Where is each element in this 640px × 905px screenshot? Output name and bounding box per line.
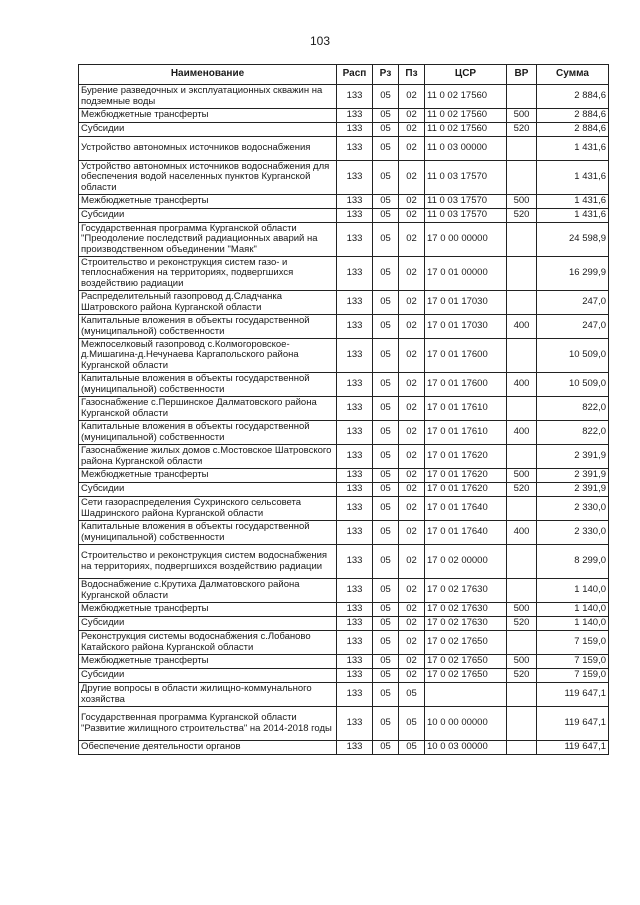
cell-name: Устройство автономных источников водоснабжения для обеспечения водой населенных пунктов Курганской области xyxy=(79,161,337,195)
cell-vr: 500 xyxy=(507,655,537,669)
cell-vr: 520 xyxy=(507,617,537,631)
table-row xyxy=(79,195,609,209)
cell-pz: 02 xyxy=(399,445,425,469)
cell-rasp: 133 xyxy=(337,123,373,137)
cell-name: Субсидии xyxy=(79,669,337,683)
cell-rasp: 133 xyxy=(337,373,373,397)
cell-csr: 11 0 03 17570 xyxy=(425,195,507,209)
cell-sum: 247,0 xyxy=(537,315,609,339)
cell-rz: 05 xyxy=(373,655,399,669)
cell-rz: 05 xyxy=(373,617,399,631)
cell-rasp: 133 xyxy=(337,195,373,209)
cell-rz: 05 xyxy=(373,339,399,373)
cell-rz: 05 xyxy=(373,85,399,109)
cell-rz: 05 xyxy=(373,545,399,579)
cell-sum: 2 391,9 xyxy=(537,445,609,469)
cell-pz: 02 xyxy=(399,85,425,109)
table-row xyxy=(79,603,609,617)
cell-rz: 05 xyxy=(373,445,399,469)
cell-rasp: 133 xyxy=(337,579,373,603)
cell-sum: 1 140,0 xyxy=(537,579,609,603)
cell-name: Межбюджетные трансферты xyxy=(79,469,337,483)
cell-name: Капитальные вложения в объекты государственной (муниципальной) собственности xyxy=(79,315,337,339)
cell-rz: 05 xyxy=(373,195,399,209)
cell-csr: 17 0 01 17030 xyxy=(425,291,507,315)
cell-rasp: 133 xyxy=(337,683,373,707)
cell-rasp: 133 xyxy=(337,291,373,315)
cell-csr: 17 0 01 17610 xyxy=(425,421,507,445)
cell-vr xyxy=(507,545,537,579)
cell-csr: 10 0 03 00000 xyxy=(425,741,507,755)
cell-vr xyxy=(507,707,537,741)
cell-sum: 119 647,1 xyxy=(537,741,609,755)
cell-rasp: 133 xyxy=(337,223,373,257)
cell-rasp: 133 xyxy=(337,421,373,445)
cell-pz: 02 xyxy=(399,339,425,373)
cell-sum: 24 598,9 xyxy=(537,223,609,257)
cell-rasp: 133 xyxy=(337,109,373,123)
cell-csr: 17 0 01 17600 xyxy=(425,373,507,397)
table-row xyxy=(79,521,609,545)
cell-sum: 2 884,6 xyxy=(537,85,609,109)
cell-vr xyxy=(507,741,537,755)
table-row xyxy=(79,579,609,603)
cell-pz: 02 xyxy=(399,631,425,655)
cell-rasp: 133 xyxy=(337,137,373,161)
cell-sum: 1 431,6 xyxy=(537,161,609,195)
cell-name: Субсидии xyxy=(79,123,337,137)
table-row xyxy=(79,741,609,755)
cell-pz: 02 xyxy=(399,669,425,683)
cell-rz: 05 xyxy=(373,257,399,291)
cell-pz: 02 xyxy=(399,469,425,483)
cell-name: Водоснабжение с.Крутиха Далматовского района Курганской области xyxy=(79,579,337,603)
cell-csr: 17 0 01 17640 xyxy=(425,521,507,545)
cell-rasp: 133 xyxy=(337,161,373,195)
table-row xyxy=(79,109,609,123)
cell-name: Другие вопросы в области жилищно-коммунального хозяйства xyxy=(79,683,337,707)
cell-pz: 02 xyxy=(399,123,425,137)
cell-sum: 7 159,0 xyxy=(537,631,609,655)
cell-vr xyxy=(507,497,537,521)
cell-sum: 119 647,1 xyxy=(537,707,609,741)
cell-rz: 05 xyxy=(373,469,399,483)
cell-sum: 7 159,0 xyxy=(537,669,609,683)
cell-name: Субсидии xyxy=(79,483,337,497)
cell-csr: 17 0 01 00000 xyxy=(425,257,507,291)
table-row xyxy=(79,257,609,291)
cell-pz: 02 xyxy=(399,521,425,545)
table-row xyxy=(79,209,609,223)
cell-name: Строительство и реконструкция систем водоснабжения на территориях, подвергшихся воздействию радиации xyxy=(79,545,337,579)
cell-rz: 05 xyxy=(373,137,399,161)
cell-name: Межбюджетные трансферты xyxy=(79,655,337,669)
header-csr: ЦСР xyxy=(425,65,507,85)
cell-vr xyxy=(507,579,537,603)
cell-vr: 520 xyxy=(507,123,537,137)
cell-csr: 17 0 01 17600 xyxy=(425,339,507,373)
cell-sum: 822,0 xyxy=(537,397,609,421)
cell-rz: 05 xyxy=(373,223,399,257)
header-name: Наименование xyxy=(79,65,337,85)
table-row xyxy=(79,669,609,683)
cell-pz: 02 xyxy=(399,603,425,617)
cell-csr: 17 0 02 17630 xyxy=(425,579,507,603)
table-header-row xyxy=(79,65,609,85)
table-row xyxy=(79,161,609,195)
cell-name: Реконструкция системы водоснабжения с.Лобаново Катайского района Курганской области xyxy=(79,631,337,655)
cell-rasp: 133 xyxy=(337,617,373,631)
cell-rz: 05 xyxy=(373,123,399,137)
cell-name: Межбюджетные трансферты xyxy=(79,603,337,617)
cell-name: Межпоселковый газопровод с.Колмогоровское-д.Мишагина-д.Нечунаева Каргапольского района Курганской области xyxy=(79,339,337,373)
cell-vr xyxy=(507,291,537,315)
cell-name: Строительство и реконструкция систем газо- и теплоснабжения на территориях, подвергшихся воздействию радиации xyxy=(79,257,337,291)
table-row xyxy=(79,137,609,161)
table-row xyxy=(79,483,609,497)
table-row xyxy=(79,291,609,315)
cell-sum: 10 509,0 xyxy=(537,373,609,397)
cell-rasp: 133 xyxy=(337,631,373,655)
cell-vr: 500 xyxy=(507,195,537,209)
cell-rz: 05 xyxy=(373,683,399,707)
table-row xyxy=(79,373,609,397)
cell-vr xyxy=(507,85,537,109)
table-row xyxy=(79,655,609,669)
cell-rasp: 133 xyxy=(337,741,373,755)
cell-pz: 02 xyxy=(399,373,425,397)
cell-pz: 02 xyxy=(399,579,425,603)
table-row xyxy=(79,445,609,469)
cell-csr: 17 0 01 17620 xyxy=(425,469,507,483)
table-row xyxy=(79,497,609,521)
cell-vr xyxy=(507,257,537,291)
cell-rz: 05 xyxy=(373,579,399,603)
cell-name: Устройство автономных источников водоснабжения xyxy=(79,137,337,161)
cell-csr: 11 0 02 17560 xyxy=(425,109,507,123)
cell-rz: 05 xyxy=(373,421,399,445)
cell-rz: 05 xyxy=(373,603,399,617)
table-row xyxy=(79,315,609,339)
cell-rz: 05 xyxy=(373,315,399,339)
cell-vr: 520 xyxy=(507,669,537,683)
table-row xyxy=(79,85,609,109)
cell-vr: 400 xyxy=(507,421,537,445)
cell-name: Капитальные вложения в объекты государственной (муниципальной) собственности xyxy=(79,421,337,445)
cell-rz: 05 xyxy=(373,109,399,123)
cell-csr: 17 0 02 17650 xyxy=(425,669,507,683)
cell-sum: 247,0 xyxy=(537,291,609,315)
cell-csr: 17 0 01 17620 xyxy=(425,445,507,469)
cell-rasp: 133 xyxy=(337,257,373,291)
cell-pz: 05 xyxy=(399,741,425,755)
cell-csr: 17 0 02 17650 xyxy=(425,655,507,669)
cell-pz: 02 xyxy=(399,483,425,497)
budget-table xyxy=(78,64,609,755)
header-vr: ВР xyxy=(507,65,537,85)
cell-sum: 10 509,0 xyxy=(537,339,609,373)
cell-name: Бурение разведочных и эксплуатационных скважин на подземные воды xyxy=(79,85,337,109)
cell-pz: 02 xyxy=(399,617,425,631)
cell-csr: 11 0 03 17570 xyxy=(425,161,507,195)
cell-pz: 02 xyxy=(399,257,425,291)
cell-sum: 16 299,9 xyxy=(537,257,609,291)
cell-name: Межбюджетные трансферты xyxy=(79,195,337,209)
cell-sum: 119 647,1 xyxy=(537,683,609,707)
cell-rasp: 133 xyxy=(337,469,373,483)
cell-pz: 02 xyxy=(399,291,425,315)
cell-vr: 400 xyxy=(507,315,537,339)
table-row xyxy=(79,421,609,445)
cell-sum: 2 330,0 xyxy=(537,497,609,521)
cell-name: Распределительный газопровод д.Сладчанка Шатровского района Курганской области xyxy=(79,291,337,315)
header-sum: Сумма xyxy=(537,65,609,85)
cell-pz: 02 xyxy=(399,195,425,209)
table-row xyxy=(79,123,609,137)
cell-rasp: 133 xyxy=(337,655,373,669)
cell-sum: 1 140,0 xyxy=(537,603,609,617)
cell-sum: 2 884,6 xyxy=(537,109,609,123)
cell-rasp: 133 xyxy=(337,85,373,109)
cell-pz: 02 xyxy=(399,545,425,579)
page-number: 103 xyxy=(309,34,331,48)
cell-name: Государственная программа Курганской области "Преодоление последствий радиационных аварий на производственном объединении "Маяк" xyxy=(79,223,337,257)
cell-sum: 8 299,0 xyxy=(537,545,609,579)
cell-sum: 7 159,0 xyxy=(537,655,609,669)
cell-name: Субсидии xyxy=(79,209,337,223)
cell-rasp: 133 xyxy=(337,497,373,521)
cell-rasp: 133 xyxy=(337,445,373,469)
table-row xyxy=(79,545,609,579)
table-row xyxy=(79,223,609,257)
cell-csr: 17 0 01 17620 xyxy=(425,483,507,497)
cell-pz: 02 xyxy=(399,397,425,421)
header-pz: Пз xyxy=(399,65,425,85)
cell-rasp: 133 xyxy=(337,521,373,545)
cell-vr: 400 xyxy=(507,521,537,545)
cell-pz: 05 xyxy=(399,683,425,707)
cell-csr: 10 0 00 00000 xyxy=(425,707,507,741)
cell-name: Капитальные вложения в объекты государственной (муниципальной) собственности xyxy=(79,521,337,545)
cell-sum: 2 391,9 xyxy=(537,483,609,497)
cell-name: Сети газораспределения Сухринского сельсовета Шадринского района Курганской области xyxy=(79,497,337,521)
cell-csr: 17 0 00 00000 xyxy=(425,223,507,257)
cell-name: Газоснабжение с.Першинское Далматовского района Курганской области xyxy=(79,397,337,421)
cell-pz: 02 xyxy=(399,497,425,521)
cell-rasp: 133 xyxy=(337,545,373,579)
cell-csr: 17 0 01 17640 xyxy=(425,497,507,521)
cell-rz: 05 xyxy=(373,521,399,545)
header-rasp: Расп xyxy=(337,65,373,85)
cell-rz: 05 xyxy=(373,741,399,755)
cell-rz: 05 xyxy=(373,397,399,421)
cell-csr: 11 0 03 00000 xyxy=(425,137,507,161)
cell-vr xyxy=(507,445,537,469)
cell-pz: 05 xyxy=(399,707,425,741)
cell-rz: 05 xyxy=(373,291,399,315)
cell-vr: 500 xyxy=(507,469,537,483)
cell-name: Газоснабжение жилых домов с.Мостовское Шатровского района Курганской области xyxy=(79,445,337,469)
table-row xyxy=(79,707,609,741)
cell-csr: 17 0 01 17610 xyxy=(425,397,507,421)
cell-csr: 11 0 02 17560 xyxy=(425,85,507,109)
cell-sum: 822,0 xyxy=(537,421,609,445)
cell-vr xyxy=(507,223,537,257)
cell-csr: 17 0 02 00000 xyxy=(425,545,507,579)
cell-vr xyxy=(507,339,537,373)
cell-vr xyxy=(507,683,537,707)
cell-vr: 400 xyxy=(507,373,537,397)
cell-vr xyxy=(507,137,537,161)
cell-rasp: 133 xyxy=(337,397,373,421)
cell-rz: 05 xyxy=(373,483,399,497)
cell-csr: 17 0 02 17630 xyxy=(425,617,507,631)
cell-rasp: 133 xyxy=(337,603,373,617)
cell-rasp: 133 xyxy=(337,707,373,741)
cell-pz: 02 xyxy=(399,315,425,339)
cell-pz: 02 xyxy=(399,209,425,223)
cell-rz: 05 xyxy=(373,707,399,741)
cell-name: Обеспечение деятельности органов xyxy=(79,741,337,755)
cell-rz: 05 xyxy=(373,631,399,655)
table-row xyxy=(79,397,609,421)
cell-sum: 1 431,6 xyxy=(537,195,609,209)
cell-csr: 17 0 02 17650 xyxy=(425,631,507,655)
cell-rasp: 133 xyxy=(337,209,373,223)
cell-name: Капитальные вложения в объекты государственной (муниципальной) собственности xyxy=(79,373,337,397)
cell-csr: 11 0 02 17560 xyxy=(425,123,507,137)
table-row xyxy=(79,683,609,707)
cell-sum: 1 140,0 xyxy=(537,617,609,631)
cell-rasp: 133 xyxy=(337,483,373,497)
cell-pz: 02 xyxy=(399,223,425,257)
cell-csr: 17 0 02 17630 xyxy=(425,603,507,617)
header-rz: Рз xyxy=(373,65,399,85)
cell-name: Государственная программа Курганской области "Развитие жилищного строительства" на 2014-2018 годы xyxy=(79,707,337,741)
cell-csr: 17 0 01 17030 xyxy=(425,315,507,339)
cell-vr xyxy=(507,631,537,655)
cell-rasp: 133 xyxy=(337,315,373,339)
cell-rasp: 133 xyxy=(337,339,373,373)
cell-name: Межбюджетные трансферты xyxy=(79,109,337,123)
cell-rz: 05 xyxy=(373,497,399,521)
cell-csr: 11 0 03 17570 xyxy=(425,209,507,223)
cell-vr: 500 xyxy=(507,109,537,123)
cell-pz: 02 xyxy=(399,655,425,669)
cell-csr xyxy=(425,683,507,707)
table-row xyxy=(79,339,609,373)
cell-sum: 2 330,0 xyxy=(537,521,609,545)
cell-pz: 02 xyxy=(399,161,425,195)
cell-rz: 05 xyxy=(373,209,399,223)
cell-sum: 2 391,9 xyxy=(537,469,609,483)
cell-sum: 1 431,6 xyxy=(537,137,609,161)
cell-name: Субсидии xyxy=(79,617,337,631)
cell-pz: 02 xyxy=(399,137,425,161)
cell-vr: 520 xyxy=(507,209,537,223)
cell-vr: 520 xyxy=(507,483,537,497)
cell-vr xyxy=(507,161,537,195)
table-row xyxy=(79,631,609,655)
cell-sum: 1 431,6 xyxy=(537,209,609,223)
cell-rz: 05 xyxy=(373,373,399,397)
table-row xyxy=(79,617,609,631)
cell-rz: 05 xyxy=(373,669,399,683)
cell-rz: 05 xyxy=(373,161,399,195)
cell-vr: 500 xyxy=(507,603,537,617)
cell-rasp: 133 xyxy=(337,669,373,683)
table-body xyxy=(79,85,609,755)
cell-pz: 02 xyxy=(399,421,425,445)
cell-vr xyxy=(507,397,537,421)
cell-pz: 02 xyxy=(399,109,425,123)
table-row xyxy=(79,469,609,483)
cell-sum: 2 884,6 xyxy=(537,123,609,137)
